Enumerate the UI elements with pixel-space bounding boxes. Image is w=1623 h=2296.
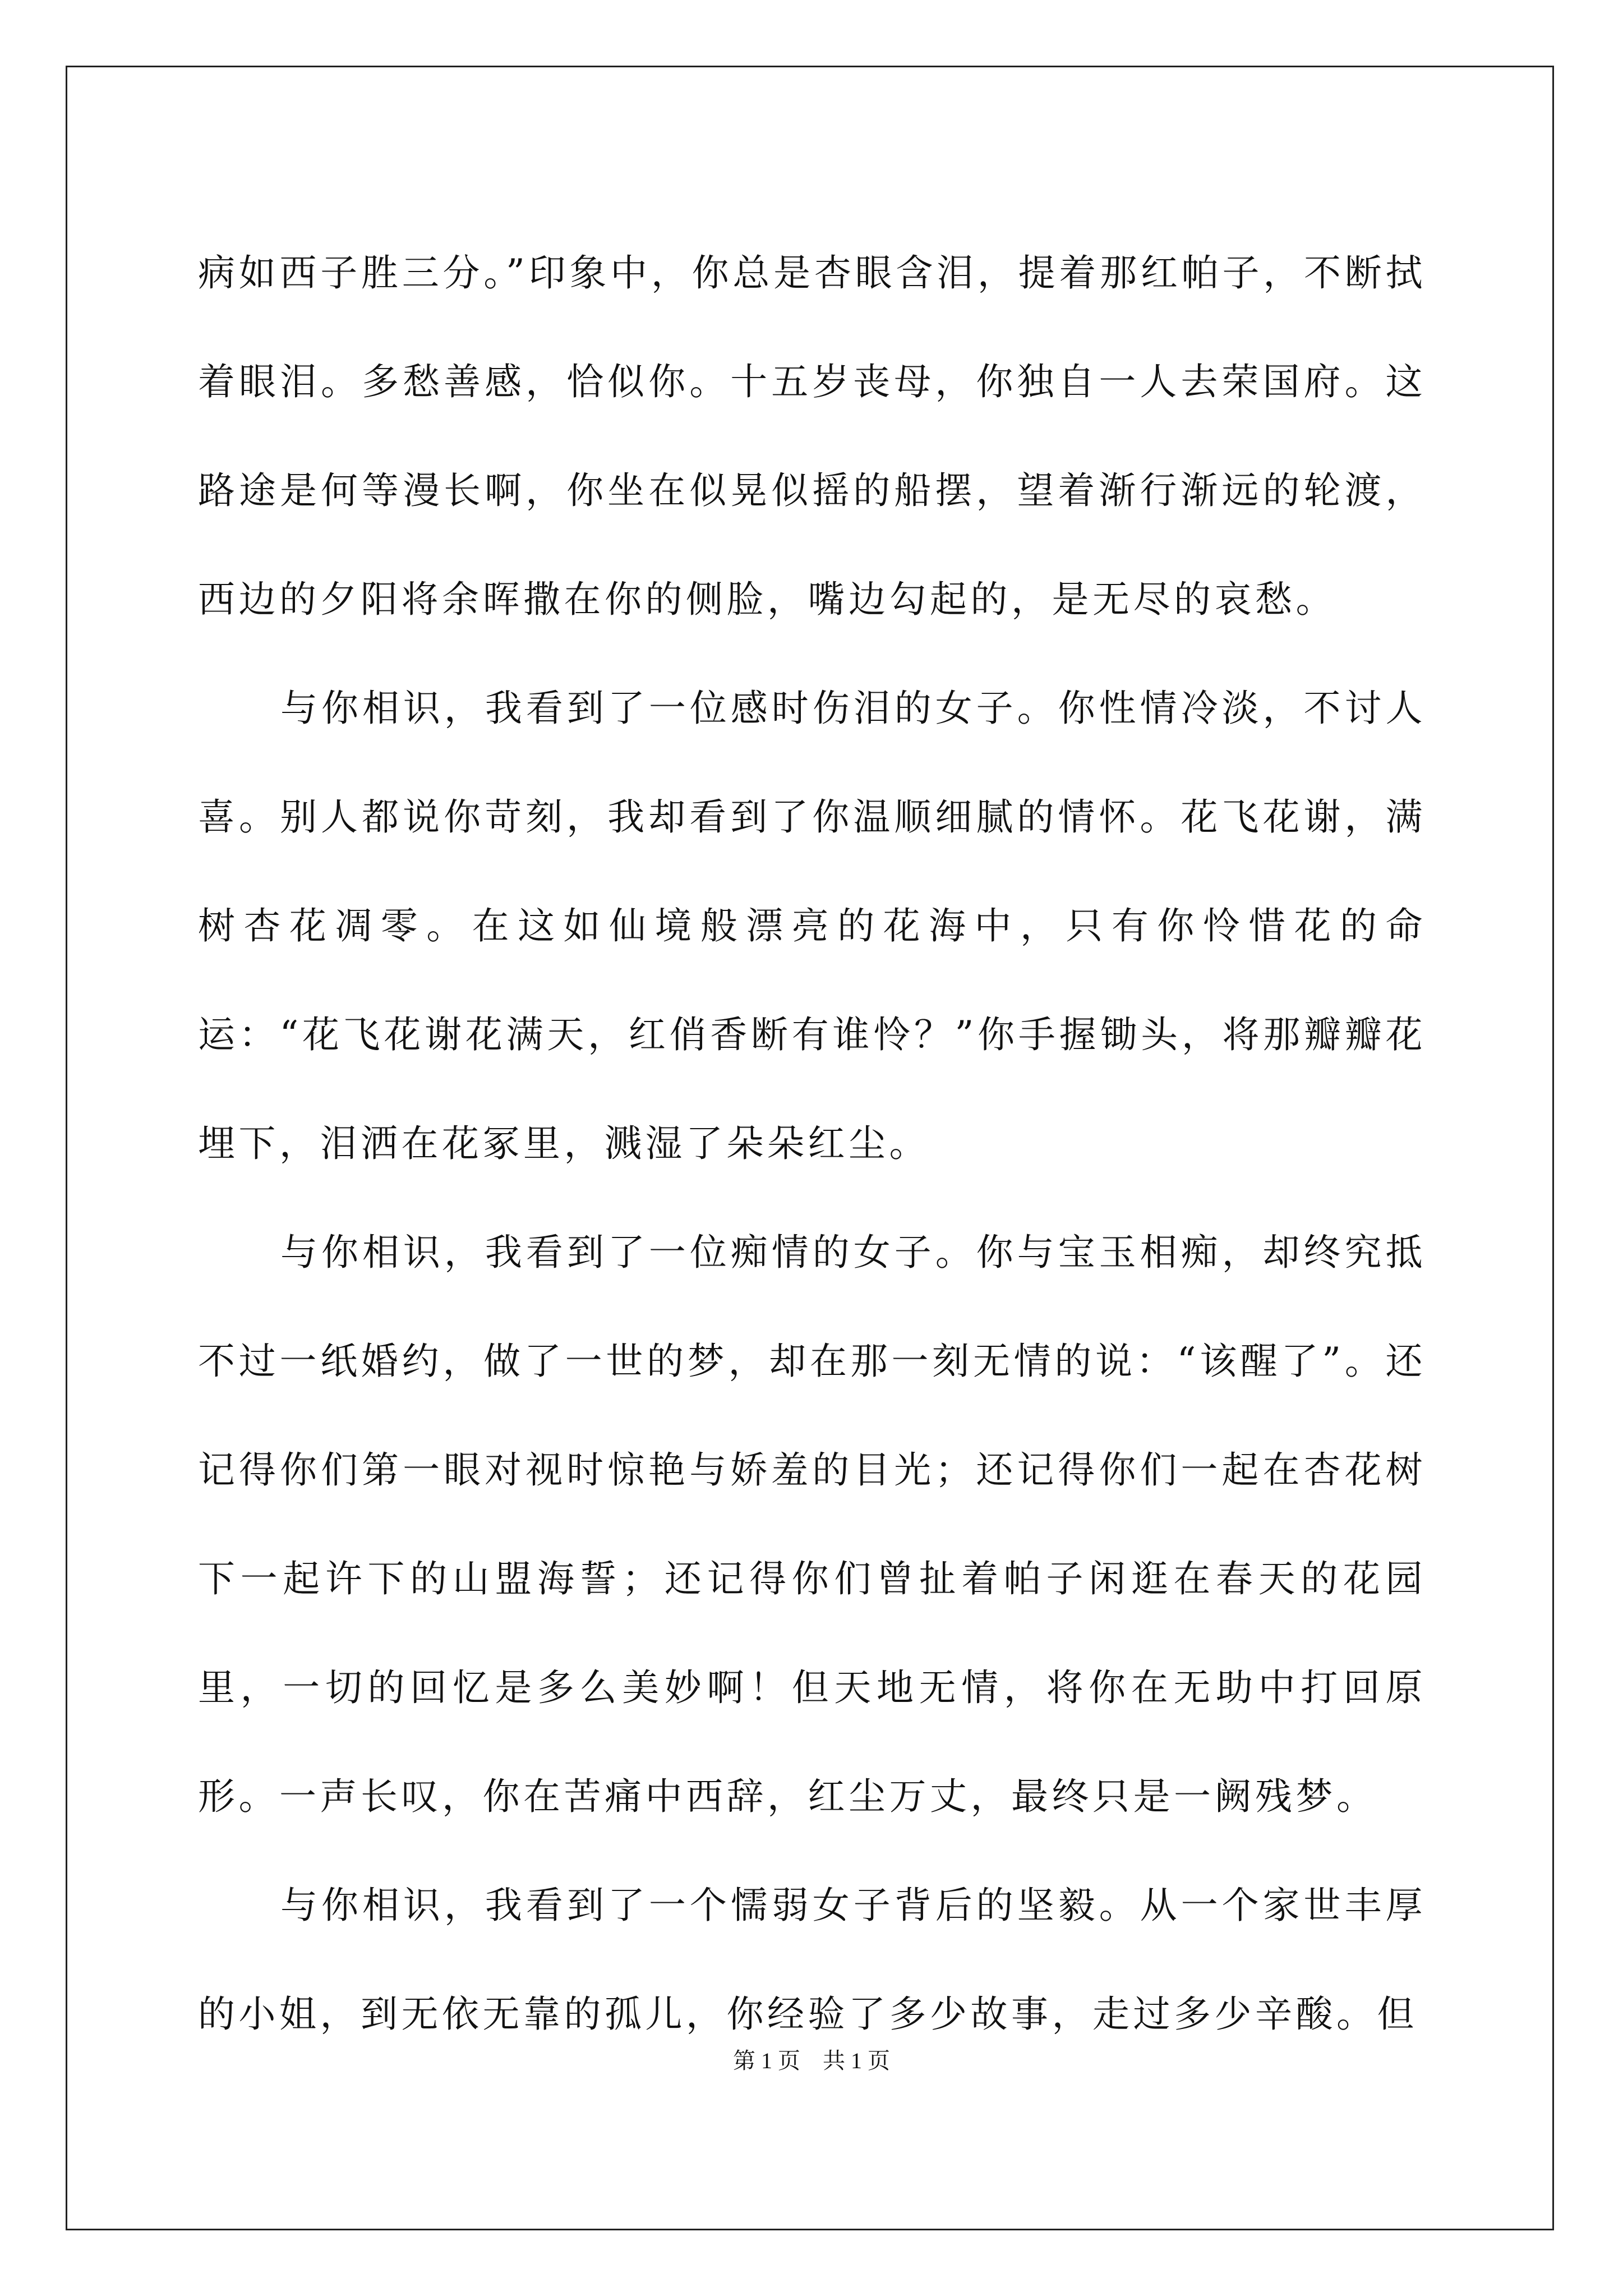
paragraph-1: 病如西子胜三分。”印象中，你总是杏眼含泪，提着那红帕子，不断拭着眼泪。多愁善感，恰似你。十五岁丧母，你独自一人去荣国府。这路途是何等漫长啊，你坐在似晃似摇的船摆，望着渐行渐远的轮渡，西边的夕阳将余晖撒在你的侧脸，嘴边勾起的，是无尽的哀愁。 [198,251,1426,621]
paragraph-3: 与你相识，我看到了一位痴情的女子。你与宝玉相痴，却终究抵不过一纸婚约，做了一世的梦，却在那一刻无情的说：“该醒了”。还记得你们第一眼对视时惊艳与娇羞的目光；还记得你们一起在杏花树下一起许下的山盟海誓；还记得你们曾扯着帕子闲逛在春天的花园里，一切的回忆是多么美妙啊！但天地无情，将你在无助中打回原形。一声长叹，你在苦痛中西辞，红尘万丈，最终只是一阙残梦。 [198,1231,1426,1818]
document-body [198,219,1426,2069]
paragraph-2: 与你相识，我看到了一位感时伤泪的女子。你性情冷淡，不讨人喜。别人都说你苛刻，我却看到了你温顺细腻的情怀。花飞花谢，满树杏花凋零。在这如仙境般漂亮的花海中，只有你怜惜花的命运：“花飞花谢花满天，红俏香断有谁怜？”你手握锄头，将那瓣瓣花埋下，泪洒在花冢里，溅湿了朵朵红尘。 [198,687,1426,1165]
paragraph-4: 与你相识，我看到了一个懦弱女子背后的坚毅。从一个家世丰厚的小姐，到无依无靠的孤儿，你经验了多少故事，走过多少辛酸。但 [198,1884,1426,2036]
page-number-footer: 第 1 页 共 1 页 [733,2048,890,2073]
